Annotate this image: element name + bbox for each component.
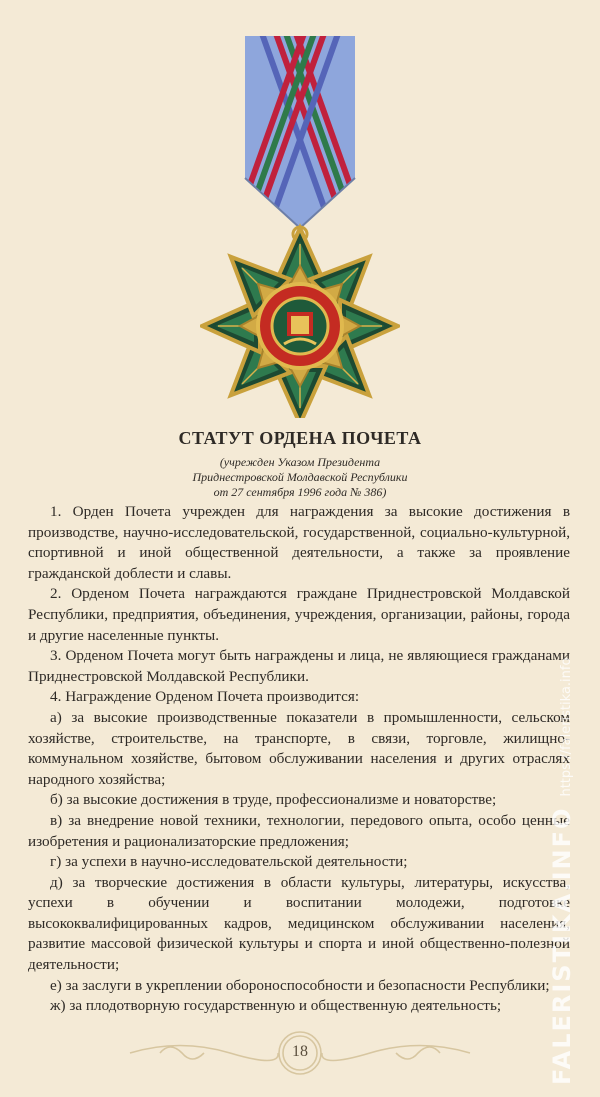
- clause-d: д) за творческие достижения в области культуры, литературы, искусства, успехи в обучении и воспитании молодежи, подготовке высококвалифицированных кадров, медицинском обслуживании населения, развитие массовой физической культуры и спорта и иной общественно-полезной деятельности;: [28, 873, 570, 974]
- paragraph-2: 2. Орденом Почета награждаются граждане Приднестровской Молдавской Республики, предприятия, объединения, учреждения, организации, районы, города и другие населенные пункты.: [28, 585, 570, 644]
- clause-g: г) за успехи в научно-исследовательской деятельности;: [50, 853, 408, 871]
- paragraph-4: 4. Награждение Орденом Почета производится:: [50, 688, 360, 706]
- watermark-brand: FALERISTIKA.INFO: [548, 806, 576, 1085]
- clause-v: в) за внедрение новой техники, технологии, передового опыта, особо ценные изобретения и рационализаторские предложения;: [28, 811, 570, 850]
- page-number: 18: [292, 1043, 308, 1060]
- clause-e: е) за заслуги в укреплении обороноспособности и безопасности Республики;: [50, 976, 550, 994]
- clause-b: б) за высокие достижения в труде, профессионализме и новаторстве;: [50, 791, 497, 809]
- order-of-honor-medal-icon: [200, 28, 400, 418]
- medal-ribbon-icon: [231, 28, 369, 238]
- decree-line: (учрежден Указом Президента: [219, 455, 381, 469]
- paragraph-3: 3. Орденом Почета могут быть награждены и лица, не являющиеся гражданами Приднестровской Молдавской Республики.: [28, 647, 570, 685]
- order-star-icon: [202, 228, 398, 418]
- decree-line: от 27 сентября 1996 года № 386): [213, 485, 387, 499]
- page-title: СТАТУТ ОРДЕНА ПОЧЕТА: [178, 428, 422, 448]
- watermark-url: https://faleristika.info: [559, 657, 574, 797]
- clause-zh: ж) за плодотворную государственную и общественную деятельность;: [50, 997, 502, 1015]
- paragraph-1: 1. Орден Почета учрежден для награждения за высокие достижения в производстве, научно-исследовательской, государственной, социально-культурной, спортивной и иной общественной деятельности, а также за проявление гражданской доблести и славы.: [28, 503, 570, 582]
- decree-line: Приднестровской Молдавской Республики: [192, 470, 408, 484]
- statute-body: [28, 502, 570, 1017]
- clause-a: а) за высокие производственные показатели в промышленности, сельском хозяйстве, строительстве, на транспорте, в связи, торговле, жилищно-коммунальном хозяйстве, бытовом обслуживании населения и других отраслях народного хозяйства;: [28, 708, 570, 788]
- watermark: [548, 658, 576, 1085]
